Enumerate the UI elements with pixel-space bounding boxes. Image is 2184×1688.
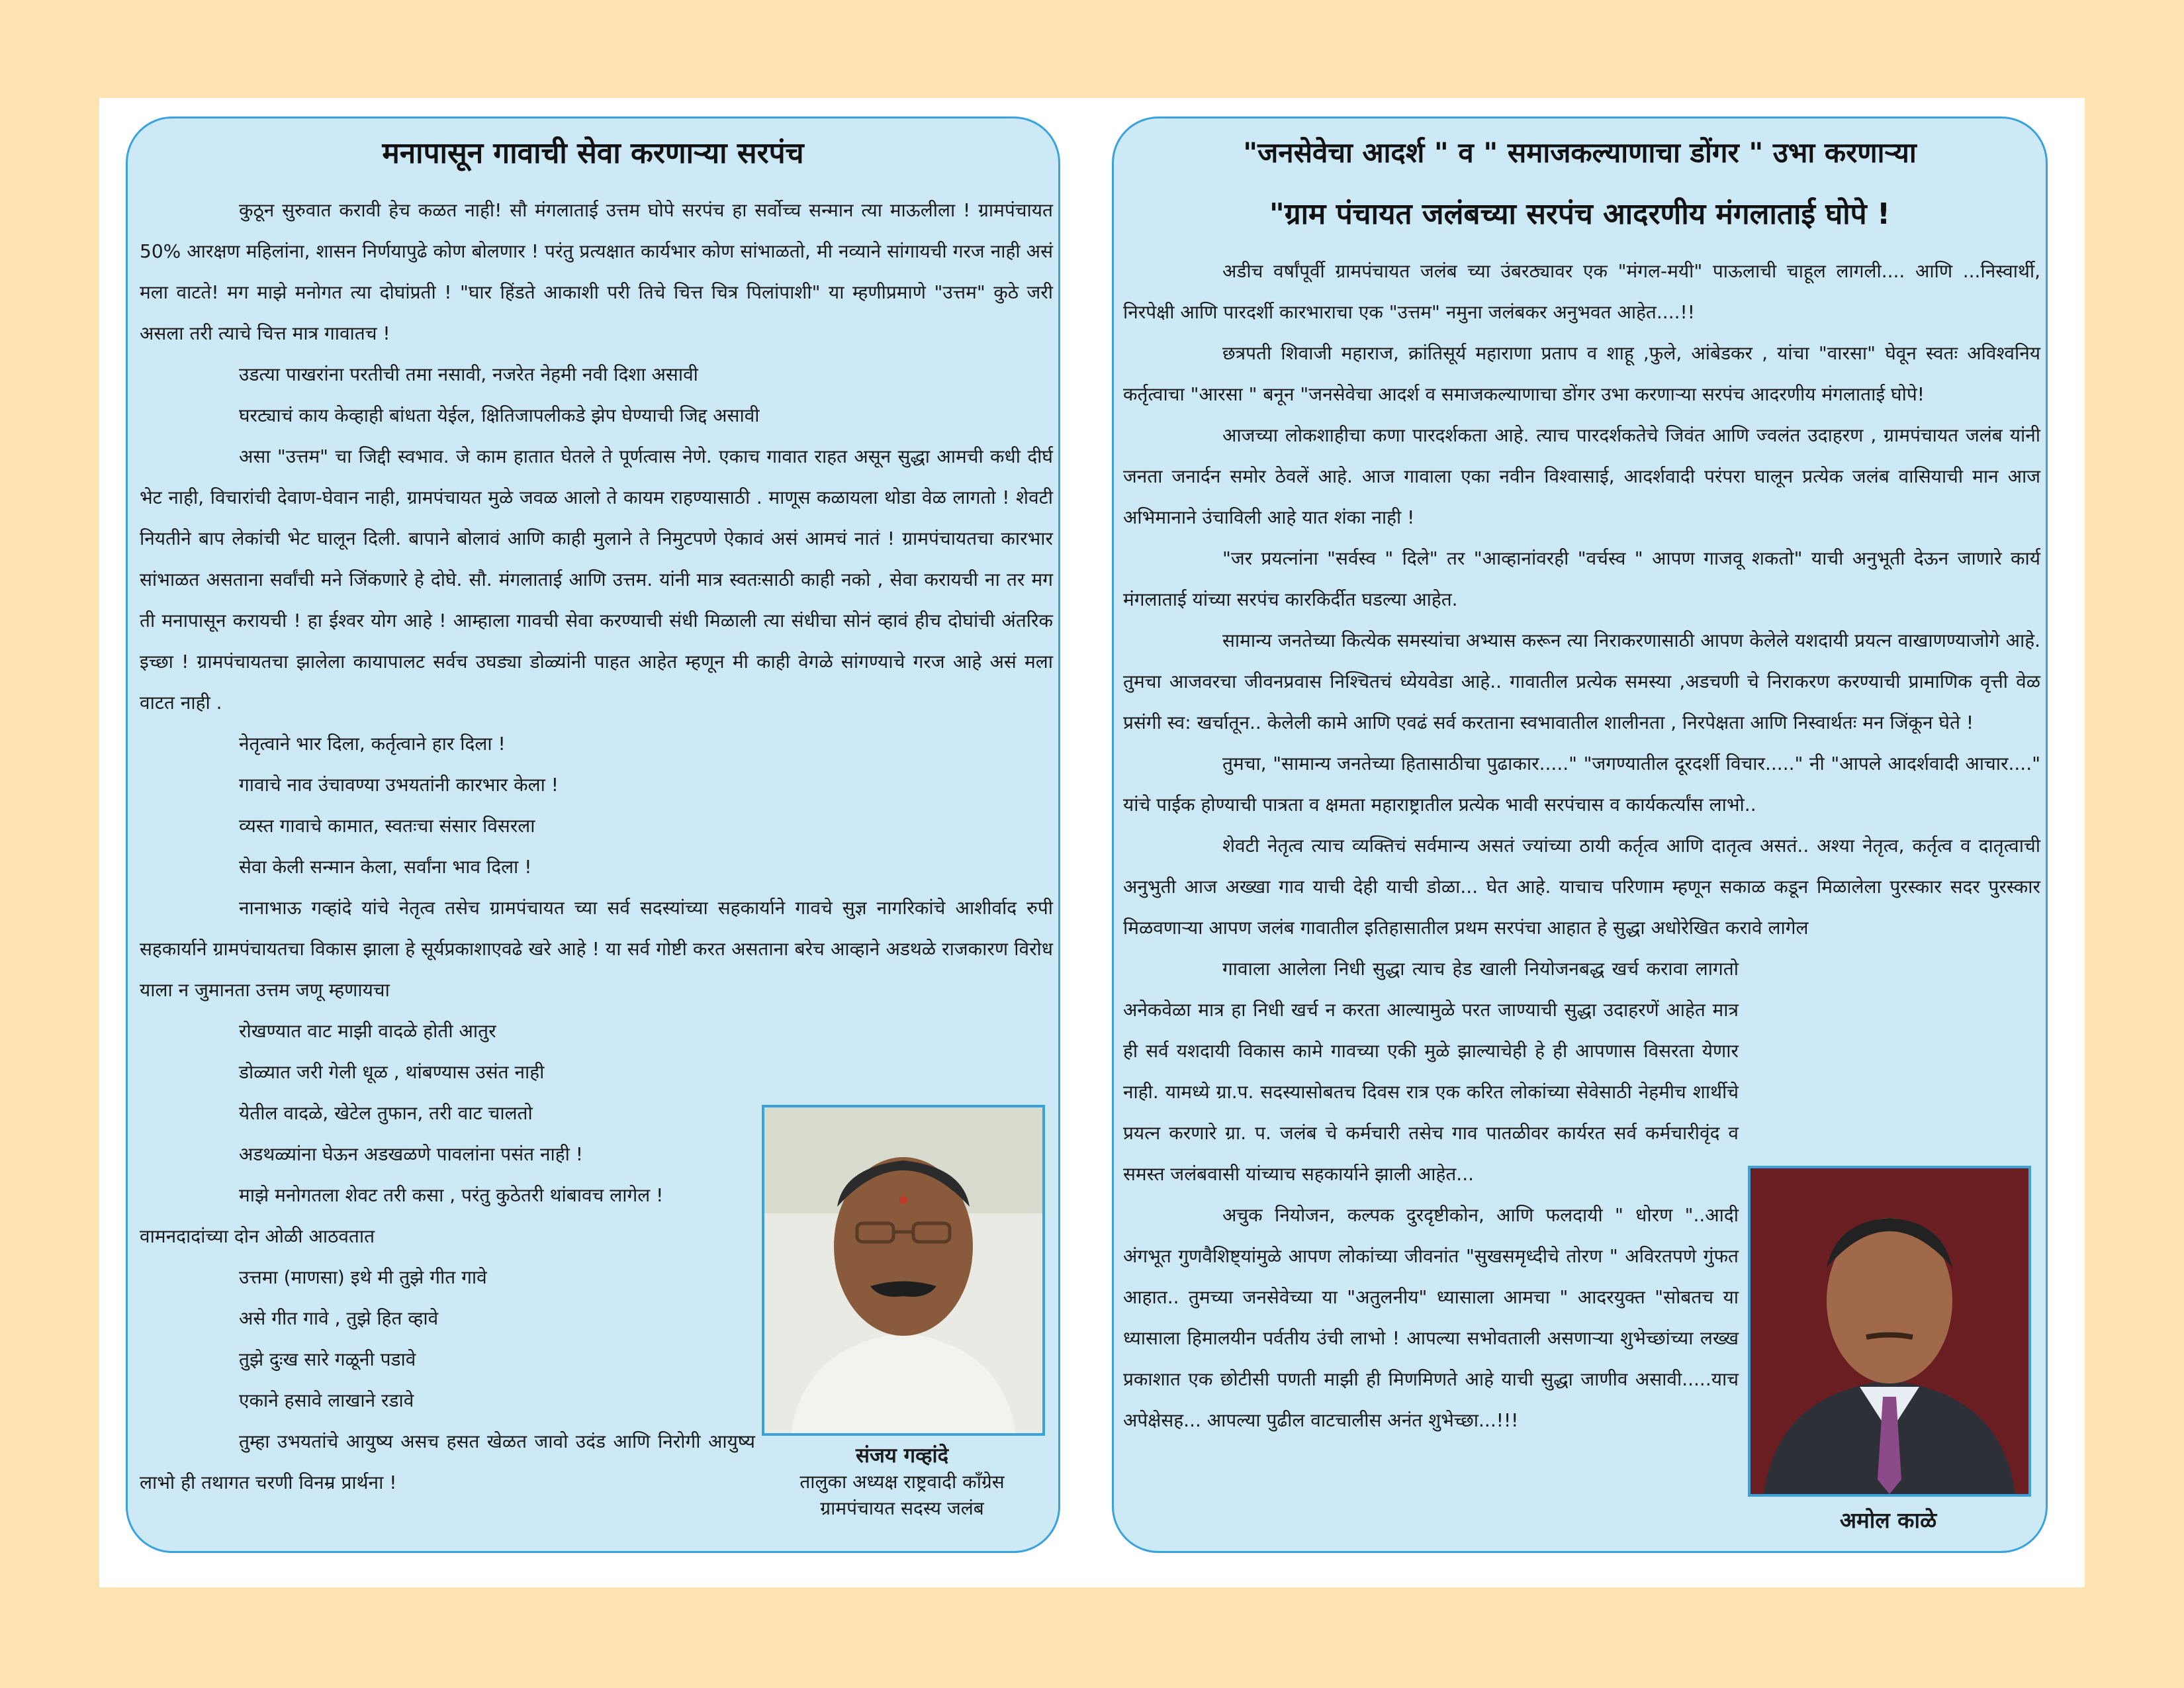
- verse-line: घरट्याचं काय केव्हाही बांधता येईल, क्षितिजापलीकडे झेप घेण्याची जिद्द असावी: [239, 404, 760, 426]
- right-article-title-line1: "जनसेवेचा आदर्श " व " समाजकल्याणाचा डोंगर " उभा करणाऱ्या: [1243, 136, 1917, 169]
- author-subtitle: ग्रामपंचायत सदस्य जलंब: [820, 1497, 984, 1519]
- verse-line: माझे मनोगतला शेवट तरी कसा , परंतु कुठेतरी थांबावच लागेल !: [239, 1184, 664, 1206]
- verse-line: असे गीत गावे , तुझे हित व्हावे: [239, 1307, 439, 1329]
- verse-line: रोखण्यात वाट माझी वादळे होती आतुर: [239, 1020, 496, 1042]
- verse-line: व्यस्त गावाचे कामात, स्वतःचा संसार विसरला: [239, 815, 535, 837]
- right-article-panel: [1112, 117, 2048, 1553]
- author-caption-right: [1789, 1507, 1987, 1534]
- paragraph: छत्रपती शिवाजी महाराज, क्रांतिसूर्य महाराणा प्रताप व शाहू ,फुले, आंबेडकर , यांचा "वारसा" घेवून स्वतः अविश्वनिय कर्तृत्वाचा "आरसा " बनून "जनसेवेचा आदर्श व समाजकल्याणाचा डोंगर उभा करणाऱ्या सरपंच आदरणीय मंगलाताई घोपे!: [1123, 342, 2040, 405]
- left-article-title: मनापासून गावाची सेवा करणाऱ्या सरपंच: [382, 136, 804, 170]
- paragraph: वामनदादांच्या दोन ओळी आठवतात: [140, 1225, 375, 1247]
- verse-line: सेवा केली सन्मान केला, सर्वांना भाव दिला !: [239, 856, 532, 878]
- right-article-title-line2: "ग्राम पंचायत जलंबच्या सरपंच आदरणीय मंगलाताई घोपे !: [1269, 197, 1891, 231]
- verse-line: एकाने हसावे लाखाने रडावे: [239, 1389, 414, 1411]
- author-caption-left: [737, 1442, 1068, 1522]
- paragraph: गावाला आलेला निधी सुद्धा त्याच हेड खाली नियोजनबद्ध खर्च करावा लागतो अनेकवेळा मात्र हा निधी खर्च न करता आल्यामुळे परत जाण्याची सुद्धा उदाहरणें आहेत मात्र ही सर्व यशदायी विकास कामे गावच्या एकी मुळे झाल्याचेही हे ही आपणास विसरता येणार नाही. यामध्ये ग्रा.प. सदस्यासोबतच दिवस रात्र एक करित लोकांच्या सेवेसाठी नेहमीच शार्थीचे प्रयत्न करणारे ग्रा. प. जलंब चे कर्मचारी तसेच गाव पातळीवर कार्यरत सर्व कर्मचारीवृंद व समस्त जलंबवासी यांच्याच सहकार्याने झाली आहेत...: [1123, 958, 1739, 1185]
- newspaper-sheet: [99, 98, 2085, 1587]
- verse-line: नेतृत्वाने भार दिला, कर्तृत्वाने हार दिला !: [239, 733, 506, 755]
- paragraph: अचुक नियोजन, कल्पक दुरदृष्टीकोन, आणि फलदायी " धोरण "..आदी अंगभूत गुणवैशिष्ट्यांमुळे आपण लोकांच्या जीवनांत "सुखसमृध्दीचे तोरण " अविरतपणे गुंफत आहात.. तुमच्या जनसेवेच्या या "अतुलनीय" ध्यासाला आमचा " आदरयुक्त "सोबतच या ध्यासाला हिमालयीन पर्वतीय उंची लाभो ! आपल्या सभोवताली असणाऱ्या शुभेच्छांच्या लख्ख प्रकाशात एक छोटीसी पणती माझी ही मिणमिणते आहे याची सुद्धा जाणीव असावी.....याच अपेक्षेसह... आपल्या पुढील वाटचालीस अनंत शुभेच्छा...!!!: [1123, 1204, 1739, 1431]
- verse-line: उडत्या पाखरांना परतीची तमा नसावी, नजरेत नेहमी नवी दिशा असावी: [239, 363, 698, 385]
- author-name: संजय गव्हांदे: [855, 1444, 949, 1468]
- verse-line: गावाचे नाव उंचावण्या उभयतांनी कारभार केला !: [239, 774, 559, 796]
- paragraph: तुमचा, "सामान्य जनतेच्या हितासाठीचा पुढाकार....." "जगण्यातील दूरदर्शी विचार....." नी "आपले आदर्शवादी आचार...." यांचे पाईक होण्याची पात्रता व क्षमता महाराष्ट्रातील प्रत्येक भावी सरपंचास व कार्यकर्त्यांस लाभो..: [1123, 753, 2040, 816]
- paragraph: तुम्हा उभयतांचे आयुष्य असच हसत खेळत जावो उदंड आणि निरोगी आयुष्य लाभो ही तथागत चरणी विनम्र प्रार्थना !: [140, 1430, 755, 1493]
- author-photo-sanjay: [762, 1105, 1045, 1436]
- author-title: तालुका अध्यक्ष राष्ट्रवादी काँग्रेस: [799, 1471, 1005, 1493]
- paragraph: कुठून सुरुवात करावी हेच कळत नाही! सौ मंगलाताई उत्तम घोपे सरपंच हा सर्वोच्च सन्मान त्या माऊलीला ! ग्रामपंचायत 50% आरक्षण महिलांना, शासन निर्णयापुढे कोण बोलणार ! परंतु प्रत्यक्षात कार्यभार कोण सांभाळतो, मी नव्याने सांगायची गरज नाही असं मला वाटते! मग माझे मनोगत त्या दोघांप्रती ! "घार हिंडते आकाशी परी तिचे चित्त चित्र पिलांपाशी" या म्हणीप्रमाणे "उत्तम" कुठे जरी असला तरी त्याचे चित्त मात्र गावातच !: [140, 199, 1053, 344]
- paragraph: अडीच वर्षांपूर्वी ग्रामपंचायत जलंब च्या उंबरठ्यावर एक "मंगल-मयी" पाऊलाची चाहूल लागली.... आणि ...निस्वार्थी, निरपेक्षी आणि पारदर्शी कारभाराचा एक "उत्तम" नमुना जलंबकर अनुभवत आहेत....!!: [1123, 260, 2040, 323]
- paragraph: शेवटी नेतृत्व त्याच व्यक्तिचं सर्वमान्य असतं ज्यांच्या ठायी कर्तृत्व आणि दातृत्व असतं.. अश्या नेतृत्व, कर्तृत्व व दातृत्वाची अनुभुती आज अख्खा गाव याची देही याची डोळा... घेत आहे. याचाच परिणाम म्हणून सकाळ कडून मिळालेला पुरस्कार सदर पुरस्कार मिळवणाऱ्या आपण जलंब गावातील इतिहासातील प्रथम सरपंचा आहात हे सुद्धा अधोरेखित करावे लागेल: [1123, 835, 2040, 939]
- verse-line: डोळ्यात जरी गेली धूळ , थांबण्यास उसंत नाही: [239, 1061, 545, 1083]
- paragraph: नानाभाऊ गव्हांदे यांचे नेतृत्व तसेच ग्रामपंचायत च्या सर्व सदस्यांच्या सहकार्याने गावचे सुज्ञ नागरिकांचे आशीर्वाद रुपी सहकार्याने ग्रामपंचायतचा विकास झाला हे सूर्यप्रकाशाएवढे खरे आहे ! या सर्व गोष्टी करत असताना बरेच आव्हाने अडथळे राजकारण विरोध याला न जुमानता उत्तम जणू म्हणायचा: [140, 897, 1053, 1001]
- author-name: अमोल काळे: [1839, 1507, 1937, 1533]
- left-article-panel: [126, 117, 1060, 1553]
- paragraph: सामान्य जनतेच्या कित्येक समस्यांचा अभ्यास करून त्या निराकरणासाठी आपण केलेले यशदायी प्रयत्न वाखाणण्याजोगे आहे. तुमचा आजवरचा जीवनप्रवास निश्चितचं ध्येयवेडा आहे.. गावातील प्रत्येक समस्या ,अडचणी चे निराकरण करण्याची प्रामाणिक वृत्ती वेळ प्रसंगी स्व: खर्चातून.. केलेली कामे आणि एवढं सर्व करताना स्वभावातील शालीनता , निरपेक्षता आणि निस्वार्थतः मन जिंकून घेते !: [1123, 630, 2040, 733]
- verse-line: उत्तमा (माणसा) इथे मी तुझे गीत गावे: [239, 1266, 487, 1288]
- verse-line: अडथळ्यांना घेऊन अडखळणे पावलांना पसंत नाही !: [239, 1143, 584, 1165]
- verse-line: येतील वादळे, खेटेल तुफान, तरी वाट चालतो: [239, 1102, 533, 1124]
- author-photo-amol: [1748, 1166, 2031, 1497]
- paragraph: "जर प्रयत्नांना "सर्वस्व " दिले" तर "आव्हानांवरही "वर्चस्व " आपण गाजवू शकतो" याची अनुभूती देऊन जाणारे कार्य मंगलाताई यांच्या सरपंच कारकिर्दीत घडल्या आहेत.: [1123, 547, 2040, 610]
- paragraph: आजच्या लोकशाहीचा कणा पारदर्शकता आहे. त्याच पारदर्शकतेचे जिवंत आणि ज्वलंत उदाहरण , ग्रामपंचायत जलंब यांनी जनता जनार्दन समोर ठेवलें आहे. आज गावाला एका नवीन विश्वासाई, आदर्शवादी परंपरा घालून प्रत्येक जलंब वासियाची मान आज अभिमानाने उंचाविली आहे यात शंका नाही !: [1123, 424, 2040, 528]
- paragraph: असा "उत्तम" चा जिद्दी स्वभाव. जे काम हातात घेतले ते पूर्णत्वास नेणे. एकाच गावात राहत असून सुद्धा आमची कधी दीर्घ भेट नाही, विचारांची देवाण-घेवान नाही, ग्रामपंचायत मुळे जवळ आलो ते कायम राहण्यासाठी . माणूस कळायला थोडा वेळ लागतो ! शेवटी नियतीने बाप लेकांची भेट घालून दिली. बापाने बोलावं आणि काही मुलाने ते निमुटपणे ऐकावं असं आमचं नातं ! ग्रामपंचायतचा कारभार सांभाळत असताना सर्वांची मने जिंकणारे हे दोघे. सौ. मंगलाताई आणि उत्तम. यांनी मात्र स्वतःसाठी काही नको , सेवा करायची ना तर मग ती मनापासून करायची ! हा ईश्वर योग आहे ! आम्हाला गावची सेवा करण्याची संधी मिळाली त्या संधीचा सोनं व्हावं हीच दोघांची अंतरिक इच्छा ! ग्रामपंचायतचा झालेला कायापालट सर्वच उघड्या डोळ्यांनी पाहत आहेत म्हणून मी काही वेगळे सांगण्याचे गरज आहे असं मला वाटत नाही .: [140, 445, 1053, 714]
- verse-line: तुझे दुःख सारे गळूनी पडावे: [239, 1348, 416, 1370]
